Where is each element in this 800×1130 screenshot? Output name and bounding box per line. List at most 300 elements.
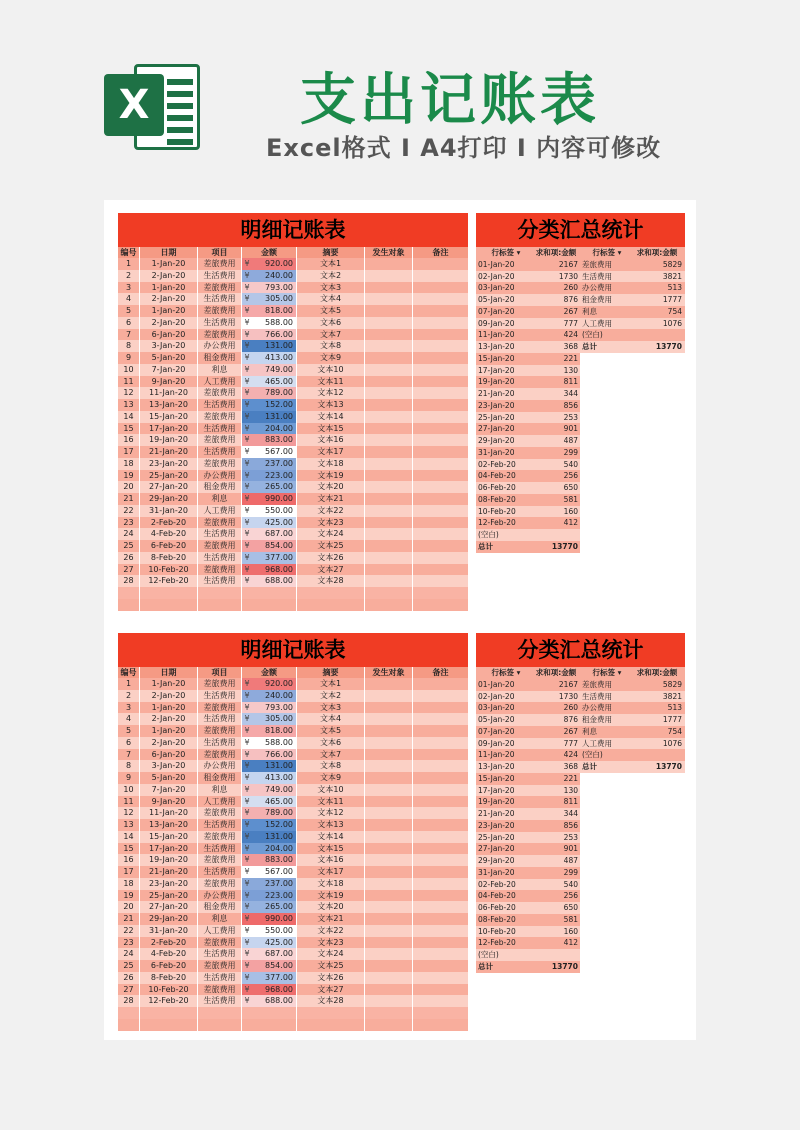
date-sum: 876 <box>534 294 580 306</box>
blank-cell <box>140 1019 198 1031</box>
row-amount <box>242 329 297 341</box>
row-counterparty <box>365 446 413 458</box>
category-sum: 13770 <box>632 341 685 353</box>
row-number: 7 <box>118 749 140 761</box>
date-label: 02-Feb-20 <box>476 459 534 471</box>
row-number: 28 <box>118 995 140 1007</box>
category-label: 人工费用 <box>580 738 632 750</box>
row-summary: 文本10 <box>297 784 365 796</box>
currency-symbol: ¥ <box>244 831 250 841</box>
table-row <box>118 493 468 505</box>
summary-row <box>476 517 685 529</box>
date-label: 03-Jan-20 <box>476 282 534 294</box>
amount-value: 204.00 <box>265 843 293 853</box>
row-number: 6 <box>118 737 140 749</box>
row-counterparty <box>365 725 413 737</box>
row-number: 4 <box>118 713 140 725</box>
date-sum: 368 <box>534 341 580 353</box>
currency-symbol: ¥ <box>244 796 250 806</box>
row-item: 生活费用 <box>198 948 242 960</box>
row-item: 差旅费用 <box>198 564 242 576</box>
row-number: 25 <box>118 960 140 972</box>
column-header: 发生对象 <box>365 667 413 678</box>
date-label: 02-Feb-20 <box>476 879 534 891</box>
row-item: 差旅费用 <box>198 411 242 423</box>
row-date: 9-Jan-20 <box>140 796 198 808</box>
row-item: 差旅费用 <box>198 831 242 843</box>
table-row <box>118 772 468 784</box>
amount-value: 377.00 <box>265 552 293 562</box>
summary-row <box>476 494 685 506</box>
table-row <box>118 784 468 796</box>
currency-symbol: ¥ <box>244 353 250 362</box>
blank-cell <box>413 1007 468 1019</box>
summary-row <box>476 820 685 832</box>
blank-cell <box>413 587 468 599</box>
row-amount <box>242 843 297 855</box>
date-sum: 2167 <box>534 679 580 691</box>
currency-symbol: ¥ <box>244 949 250 959</box>
amount-value: 567.00 <box>265 867 293 876</box>
row-counterparty <box>365 434 413 446</box>
table-row <box>118 890 468 902</box>
row-amount <box>242 434 297 446</box>
sum-header: 求和项:金额 <box>534 667 580 679</box>
row-item: 生活费用 <box>198 293 242 305</box>
summary-row <box>476 914 685 926</box>
blank-cell <box>118 1019 140 1031</box>
table-row <box>118 423 468 435</box>
date-label: 23-Jan-20 <box>476 400 534 412</box>
row-date: 19-Jan-20 <box>140 854 198 866</box>
amount-value: 883.00 <box>265 435 293 445</box>
amount-value: 223.00 <box>265 470 293 480</box>
category-sum: 1076 <box>632 738 685 750</box>
row-remark <box>413 913 468 925</box>
row-item: 生活费用 <box>198 972 242 984</box>
row-item: 利息 <box>198 493 242 505</box>
row-counterparty <box>365 702 413 714</box>
row-date: 2-Jan-20 <box>140 737 198 749</box>
row-summary: 文本28 <box>297 995 365 1007</box>
category-sum: 754 <box>632 726 685 738</box>
summary-row <box>476 738 685 750</box>
row-amount <box>242 399 297 411</box>
date-sum: 253 <box>534 412 580 424</box>
date-label: 01-Jan-20 <box>476 259 534 271</box>
row-date: 12-Feb-20 <box>140 995 198 1007</box>
row-counterparty <box>365 517 413 529</box>
row-date: 9-Jan-20 <box>140 376 198 388</box>
row-counterparty <box>365 329 413 341</box>
row-counterparty <box>365 270 413 282</box>
sum-header: 求和项:金额 <box>534 247 580 259</box>
row-amount <box>242 282 297 294</box>
table-row <box>118 913 468 925</box>
summary-row <box>476 702 685 714</box>
amount-value: 152.00 <box>265 820 293 829</box>
row-number: 2 <box>118 270 140 282</box>
row-date: 6-Feb-20 <box>140 960 198 972</box>
row-summary: 文本24 <box>297 948 365 960</box>
date-label: 13-Jan-20 <box>476 341 534 353</box>
row-number: 27 <box>118 564 140 576</box>
currency-symbol: ¥ <box>244 737 250 747</box>
blank-cell <box>140 599 198 611</box>
table-row <box>118 434 468 446</box>
row-counterparty <box>365 960 413 972</box>
blank-cell <box>413 1019 468 1031</box>
row-counterparty <box>365 293 413 305</box>
row-counterparty <box>365 760 413 772</box>
summary-row <box>476 855 685 867</box>
amount-value: 990.00 <box>265 494 293 503</box>
blank-cell <box>118 1007 140 1019</box>
row-date: 3-Jan-20 <box>140 760 198 772</box>
category-sum: 1777 <box>632 714 685 726</box>
table-row <box>118 505 468 517</box>
row-amount <box>242 446 297 458</box>
amount-value: 377.00 <box>265 972 293 982</box>
row-number: 26 <box>118 552 140 564</box>
row-number: 25 <box>118 540 140 552</box>
column-header: 摘要 <box>297 667 365 678</box>
date-sum: 777 <box>534 318 580 330</box>
date-label: 31-Jan-20 <box>476 867 534 879</box>
row-item: 租金费用 <box>198 772 242 784</box>
currency-symbol: ¥ <box>244 984 250 994</box>
row-remark <box>413 784 468 796</box>
table-row <box>118 340 468 352</box>
column-header: 日期 <box>140 247 198 258</box>
currency-symbol: ¥ <box>244 679 250 688</box>
date-label: 04-Feb-20 <box>476 470 534 482</box>
category-label: 差旅费用 <box>580 259 632 271</box>
row-remark <box>413 517 468 529</box>
row-date: 10-Feb-20 <box>140 984 198 996</box>
row-remark <box>413 528 468 540</box>
row-item: 差旅费用 <box>198 305 242 317</box>
row-amount <box>242 517 297 529</box>
row-number: 8 <box>118 340 140 352</box>
row-amount <box>242 352 297 364</box>
blank-row <box>118 599 468 611</box>
category-sum: 754 <box>632 306 685 318</box>
row-remark <box>413 819 468 831</box>
currency-symbol: ¥ <box>244 726 250 735</box>
amount-value: 883.00 <box>265 855 293 865</box>
table-row <box>118 690 468 702</box>
date-sum: 540 <box>534 879 580 891</box>
row-number: 21 <box>118 913 140 925</box>
row-number: 26 <box>118 972 140 984</box>
category-sum <box>632 329 685 341</box>
row-item: 差旅费用 <box>198 258 242 270</box>
blank-cell <box>365 599 413 611</box>
date-sum: 856 <box>534 400 580 412</box>
row-amount <box>242 713 297 725</box>
date-sum: 901 <box>534 423 580 435</box>
row-counterparty <box>365 972 413 984</box>
sum-header: 求和项:金额 <box>632 247 685 259</box>
amount-value: 818.00 <box>265 726 293 735</box>
row-counterparty <box>365 948 413 960</box>
currency-symbol: ¥ <box>244 855 250 865</box>
row-summary: 文本28 <box>297 575 365 587</box>
row-counterparty <box>365 866 413 878</box>
row-summary: 文本8 <box>297 760 365 772</box>
row-item: 差旅费用 <box>198 878 242 890</box>
row-item: 生活费用 <box>198 866 242 878</box>
currency-symbol: ¥ <box>244 843 250 853</box>
row-number: 5 <box>118 305 140 317</box>
amount-value: 131.00 <box>265 341 293 351</box>
currency-symbol: ¥ <box>244 690 250 700</box>
row-counterparty <box>365 352 413 364</box>
row-amount <box>242 866 297 878</box>
table-row <box>118 564 468 576</box>
row-remark <box>413 925 468 937</box>
amount-value: 465.00 <box>265 376 293 386</box>
date-label: 01-Jan-20 <box>476 679 534 691</box>
row-date: 2-Jan-20 <box>140 713 198 725</box>
row-counterparty <box>365 737 413 749</box>
date-sum: 256 <box>534 470 580 482</box>
row-counterparty <box>365 901 413 913</box>
table-row <box>118 575 468 587</box>
row-summary: 文本20 <box>297 481 365 493</box>
row-remark <box>413 937 468 949</box>
row-amount <box>242 575 297 587</box>
summary-row <box>476 726 685 738</box>
category-label: (空白) <box>580 749 632 761</box>
row-counterparty <box>365 843 413 855</box>
amount-value: 854.00 <box>265 541 293 550</box>
column-header: 项目 <box>198 247 242 258</box>
row-date: 6-Jan-20 <box>140 329 198 341</box>
table-row <box>118 760 468 772</box>
amount-value: 968.00 <box>265 564 293 574</box>
row-summary: 文本24 <box>297 528 365 540</box>
blank-cell <box>365 1007 413 1019</box>
table-row <box>118 901 468 913</box>
amount-value: 749.00 <box>265 784 293 794</box>
amount-value: 567.00 <box>265 447 293 456</box>
summary-row <box>476 843 685 855</box>
date-label: 03-Jan-20 <box>476 702 534 714</box>
row-item: 生活费用 <box>198 270 242 282</box>
column-header: 备注 <box>432 668 449 677</box>
currency-symbol: ¥ <box>244 702 250 712</box>
row-remark <box>413 340 468 352</box>
category-sum: 5829 <box>632 259 685 271</box>
row-item: 租金费用 <box>198 352 242 364</box>
table-row <box>118 972 468 984</box>
row-remark <box>413 678 468 690</box>
row-date: 23-Jan-20 <box>140 458 198 470</box>
row-item: 生活费用 <box>198 995 242 1007</box>
amount-value: 688.00 <box>265 576 293 586</box>
row-item: 差旅费用 <box>198 937 242 949</box>
row-summary: 文本25 <box>297 960 365 972</box>
row-remark <box>413 364 468 376</box>
table-row <box>118 960 468 972</box>
row-summary: 文本23 <box>297 937 365 949</box>
blank-cell <box>140 1007 198 1019</box>
row-counterparty <box>365 913 413 925</box>
blank-cell <box>198 599 242 611</box>
row-amount <box>242 913 297 925</box>
table-row <box>118 293 468 305</box>
row-amount <box>242 411 297 423</box>
row-date: 11-Jan-20 <box>140 387 198 399</box>
row-item: 利息 <box>198 784 242 796</box>
row-remark <box>413 796 468 808</box>
row-summary: 文本22 <box>297 925 365 937</box>
date-label: (空白) <box>476 529 534 541</box>
row-amount <box>242 423 297 435</box>
row-summary: 文本10 <box>297 364 365 376</box>
row-summary: 文本20 <box>297 901 365 913</box>
row-number: 17 <box>118 866 140 878</box>
category-label: (空白) <box>580 329 632 341</box>
summary-row <box>476 459 685 471</box>
row-number: 10 <box>118 364 140 376</box>
row-amount <box>242 854 297 866</box>
currency-symbol: ¥ <box>244 972 250 982</box>
row-counterparty <box>365 305 413 317</box>
row-remark <box>413 411 468 423</box>
row-date: 1-Jan-20 <box>140 725 198 737</box>
date-label: 05-Jan-20 <box>476 294 534 306</box>
row-remark <box>413 434 468 446</box>
ledger-table <box>118 213 468 611</box>
blank-row <box>118 1019 468 1031</box>
currency-symbol: ¥ <box>244 341 250 351</box>
summary-body <box>476 247 685 553</box>
row-label-header: 行标签 ▾ <box>580 667 632 679</box>
category-label: 生活费用 <box>580 271 632 283</box>
row-date: 13-Jan-20 <box>140 399 198 411</box>
amount-value: 687.00 <box>265 529 293 539</box>
sheet-page-1 <box>104 200 696 620</box>
row-remark <box>413 552 468 564</box>
row-number: 11 <box>118 796 140 808</box>
row-number: 1 <box>118 678 140 690</box>
row-date: 1-Jan-20 <box>140 282 198 294</box>
table-row <box>118 819 468 831</box>
amount-value: 687.00 <box>265 949 293 959</box>
row-summary: 文本2 <box>297 270 365 282</box>
amount-value: 265.00 <box>265 482 293 492</box>
row-amount <box>242 725 297 737</box>
table-row <box>118 258 468 270</box>
row-number: 9 <box>118 772 140 784</box>
amount-value: 854.00 <box>265 961 293 970</box>
date-sum: 267 <box>534 306 580 318</box>
row-amount <box>242 690 297 702</box>
row-amount <box>242 552 297 564</box>
blank-cell <box>297 599 365 611</box>
row-item: 办公费用 <box>198 760 242 772</box>
table-row <box>118 376 468 388</box>
row-summary: 文本16 <box>297 434 365 446</box>
row-amount <box>242 376 297 388</box>
row-summary: 文本9 <box>297 352 365 364</box>
row-summary: 文本4 <box>297 713 365 725</box>
row-counterparty <box>365 984 413 996</box>
date-sum: 811 <box>534 376 580 388</box>
row-remark <box>413 702 468 714</box>
row-date: 31-Jan-20 <box>140 505 198 517</box>
row-date: 2-Feb-20 <box>140 517 198 529</box>
date-label: 25-Jan-20 <box>476 412 534 424</box>
row-number: 2 <box>118 690 140 702</box>
date-sum: 1730 <box>534 271 580 283</box>
amount-value: 305.00 <box>265 714 293 724</box>
blank-cell <box>118 599 140 611</box>
category-label: 利息 <box>580 306 632 318</box>
row-date: 4-Feb-20 <box>140 948 198 960</box>
column-header: 金额 <box>242 247 297 258</box>
summary-row <box>476 341 685 353</box>
row-counterparty <box>365 493 413 505</box>
table-row <box>118 843 468 855</box>
summary-row <box>476 691 685 703</box>
date-sum: 581 <box>534 914 580 926</box>
page-title: 支出记账表 <box>300 68 600 133</box>
blank-cell <box>198 1007 242 1019</box>
row-number: 24 <box>118 948 140 960</box>
row-amount <box>242 937 297 949</box>
amount-value: 425.00 <box>265 937 293 947</box>
date-sum <box>534 529 580 541</box>
currency-symbol: ¥ <box>244 761 250 771</box>
blank-cell <box>198 1019 242 1031</box>
row-number: 7 <box>118 329 140 341</box>
row-counterparty <box>365 796 413 808</box>
date-label: 27-Jan-20 <box>476 843 534 855</box>
date-label: 04-Feb-20 <box>476 890 534 902</box>
summary-row <box>476 318 685 330</box>
row-item: 差旅费用 <box>198 517 242 529</box>
row-date: 15-Jan-20 <box>140 411 198 423</box>
row-amount <box>242 470 297 482</box>
row-date: 17-Jan-20 <box>140 423 198 435</box>
row-number: 28 <box>118 575 140 587</box>
row-amount <box>242 760 297 772</box>
table-row <box>118 831 468 843</box>
table-row <box>118 470 468 482</box>
row-counterparty <box>365 878 413 890</box>
row-item: 生活费用 <box>198 552 242 564</box>
table-row <box>118 749 468 761</box>
date-label: 19-Jan-20 <box>476 376 534 388</box>
row-counterparty <box>365 411 413 423</box>
date-sum <box>534 949 580 961</box>
date-sum: 856 <box>534 820 580 832</box>
row-summary: 文本27 <box>297 984 365 996</box>
amount-value: 131.00 <box>265 761 293 771</box>
row-number: 21 <box>118 493 140 505</box>
amount-value: 588.00 <box>265 317 293 327</box>
summary-row <box>476 306 685 318</box>
row-date: 8-Feb-20 <box>140 552 198 564</box>
row-item: 差旅费用 <box>198 387 242 399</box>
row-summary: 文本26 <box>297 552 365 564</box>
date-sum: 299 <box>534 867 580 879</box>
amount-value: 223.00 <box>265 890 293 900</box>
